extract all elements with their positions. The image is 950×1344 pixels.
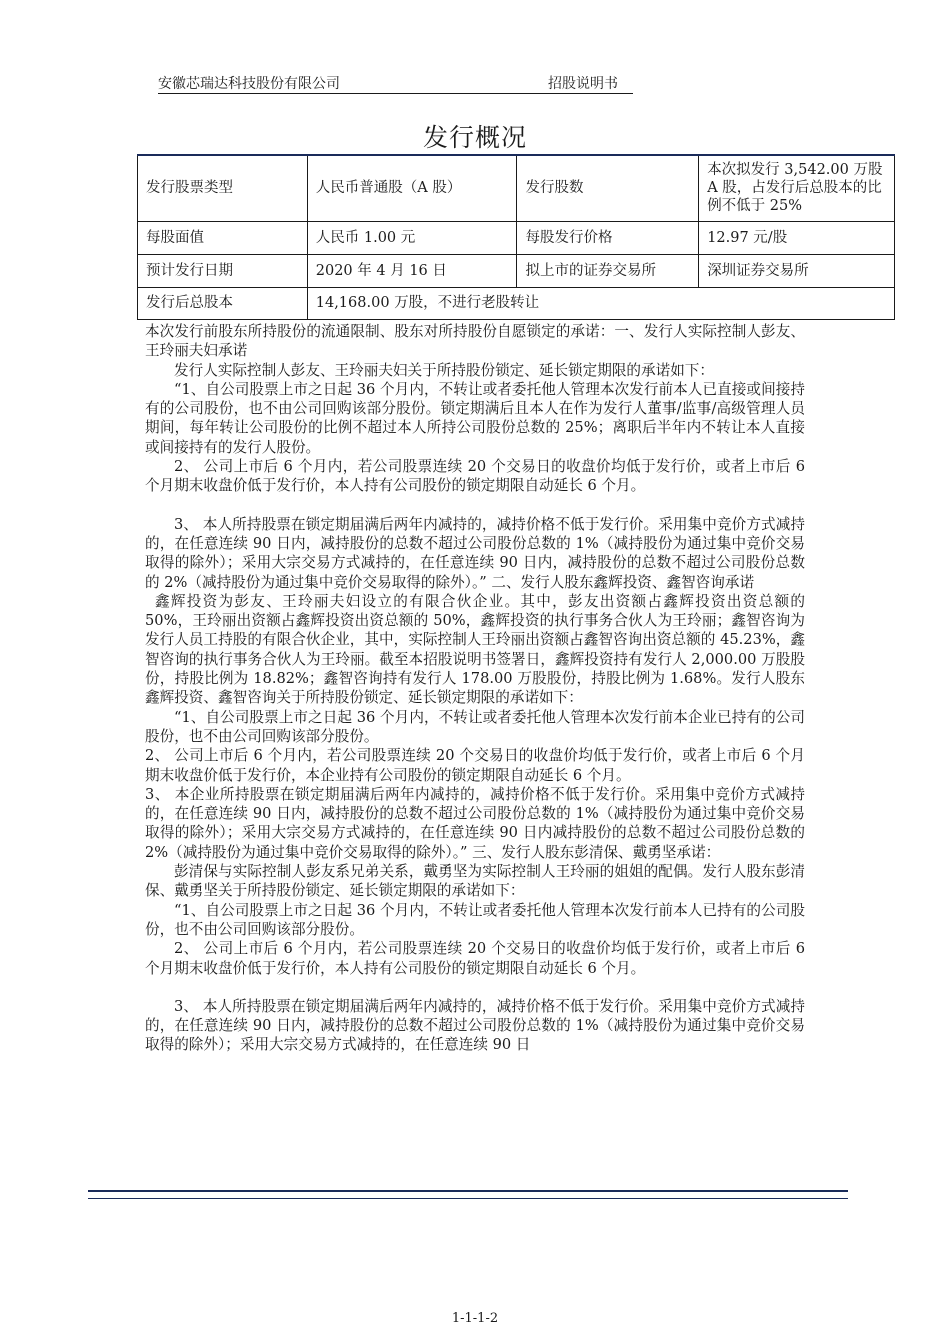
table-cell-label: 发行股数 — [517, 155, 699, 221]
paragraph: 本次发行前股东所持股份的流通限制、股东对所持股份自愿锁定的承诺：一、发行人实际控制人彭友、王玲丽夫妇承诺 — [145, 323, 805, 360]
footer-rule — [88, 1190, 848, 1192]
page-header — [158, 73, 633, 94]
table-cell-value: 2020 年 4 月 16 日 — [307, 254, 517, 287]
company-name: 安徽芯瑞达科技股份有限公司 — [158, 76, 340, 92]
page-title: 发行概况 — [422, 123, 527, 152]
paragraph: 2、 公司上市后 6 个月内，若公司股票连续 20 个交易日的收盘价均低于发行价，或者上市后 6 个月期末收盘价低于发行价，本人持有公司股份的锁定期限自动延长 6 个月。 — [145, 940, 805, 977]
paragraph: 3、 本人所持股票在锁定期届满后两年内减持的，减持价格不低于发行价。采用集中竞价方式减持的，在任意连续 90 日内，减持股份的总数不超过公司股份总数的 1%（减持股份为通过集中竞价交易取得的除外）；采用大宗交易方式减持的，在任意连续 90 日内，减持股份的总数不超过公司股份总数的 2%（减持股份为通过集中竞价交易取得的除外）。” 二、发行人股东鑫辉投资、鑫智咨询承诺 — [145, 515, 805, 591]
table-cell-label: 预计发行日期 — [138, 254, 308, 287]
paragraph: 2、 公司上市后 6 个月内，若公司股票连续 20 个交易日的收盘价均低于发行价，或者上市后 6 个月期末收盘价低于发行价，本企业持有公司股份的锁定期限自动延长 6 个月。 — [145, 747, 805, 784]
paragraph: “1、自公司股票上市之日起 36 个月内，不转让或者委托他人管理本次发行前本企业已持有的公司股份，也不由公司回购该部分股份。 — [145, 708, 805, 745]
table-cell-value: 人民币普通股（A 股） — [307, 155, 517, 221]
document-body — [145, 322, 805, 1055]
table-cell-label: 每股发行价格 — [517, 221, 699, 254]
page-number: 1-1-1-2 — [451, 1311, 499, 1326]
table-cell-value: 深圳证券交易所 — [699, 254, 895, 287]
table-cell-label: 发行股票类型 — [138, 155, 308, 221]
table-row — [138, 221, 895, 254]
table-cell-value: 人民币 1.00 元 — [307, 221, 517, 254]
paragraph: “1、自公司股票上市之日起 36 个月内，不转让或者委托他人管理本次发行前本人已直接或间接持有的公司股份，也不由公司回购该部分股份。锁定期满后且本人在作为发行人董事/监事/高级管理人员期间，每年转让公司股份的比例不超过本人所持公司股份总数的 25%；离职后半年内不转让本人直接或间接持有的发行人股份。 — [145, 380, 805, 456]
paragraph: 发行人实际控制人彭友、王玲丽夫妇关于所持股份锁定、延长锁定期限的承诺如下： — [174, 361, 714, 379]
table-cell-value: 12.97 元/股 — [699, 221, 895, 254]
table-cell-value: 本次拟发行 3,542.00 万股 A 股，占发行后总股本的比例不低于 25% — [699, 155, 895, 221]
paragraph: “1、自公司股票上市之日起 36 个月内，不转让或者委托他人管理本次发行前本人已持有的公司股份，也不由公司回购该部分股份。 — [145, 901, 805, 938]
offering-summary-table — [137, 154, 895, 320]
paragraph: 2、 公司上市后 6 个月内，若公司股票连续 20 个交易日的收盘价均低于发行价，或者上市后 6 个月期末收盘价低于发行价，本人持有公司股份的锁定期限自动延长 6 个月。 — [145, 458, 805, 495]
paragraph: 3、 本企业所持股票在锁定期届满后两年内减持的，减持价格不低于发行价。采用集中竞价方式减持的，在任意连续 90 日内，减持股份的总数不超过公司股份总数的 1%（减持股份为通过集中竞价交易取得的除外）；采用大宗交易方式减持的，在任意连续 90 日内减持股份的总数不超过公司股份总数的 2%（减持股份为通过集中竞价交易取得的除外）。” 三、发行人股东彭清保、戴勇坚承诺： — [145, 785, 805, 861]
document-type: 招股说明书 — [548, 76, 618, 92]
footer-rule — [88, 1198, 848, 1199]
table-cell-value: 14,168.00 万股，不进行老股转让 — [307, 287, 894, 319]
paragraph: 3、 本人所持股票在锁定期届满后两年内减持的，减持价格不低于发行价。采用集中竞价方式减持的，在任意连续 90 日内，减持股份的总数不超过公司股份总数的 1%（减持股份为通过集中竞价交易取得的除外）；采用大宗交易方式减持的，在任意连续 90 日 — [145, 997, 805, 1054]
table-row — [138, 287, 895, 319]
paragraph: 彭清保与实际控制人彭友系兄弟关系，戴勇坚为实际控制人王玲丽的姐姐的配偶。发行人股东彭清保、戴勇坚关于所持股份锁定、延长锁定期限的承诺如下： — [145, 863, 805, 900]
table-row — [138, 254, 895, 287]
table-cell-label: 拟上市的证券交易所 — [517, 254, 699, 287]
table-cell-label: 每股面值 — [138, 221, 308, 254]
table-row — [138, 155, 895, 221]
table-cell-label: 发行后总股本 — [138, 287, 308, 319]
paragraph: 鑫辉投资为彭友、王玲丽夫妇设立的有限合伙企业。其中，彭友出资额占鑫辉投资出资总额的 50%，王玲丽出资额占鑫辉投资出资总额的 50%，鑫辉投资的执行事务合伙人为王玲丽；鑫智咨询为发行人员工持股的有限合伙企业，其中，实际控制人王玲丽出资额占鑫智咨询出资总额的 45.23%，鑫智咨询的执行事务合伙人为王玲丽。截至本招股说明书签署日，鑫辉投资持有发行人 2,000.00 万股股份，持股比例为 18.82%；鑫智咨询持有发行人 178.00 万股股份，持股比例为 1.68%。发行人股东鑫辉投资、鑫智咨询关于所持股份锁定、延长锁定期限的承诺如下： — [145, 592, 805, 707]
